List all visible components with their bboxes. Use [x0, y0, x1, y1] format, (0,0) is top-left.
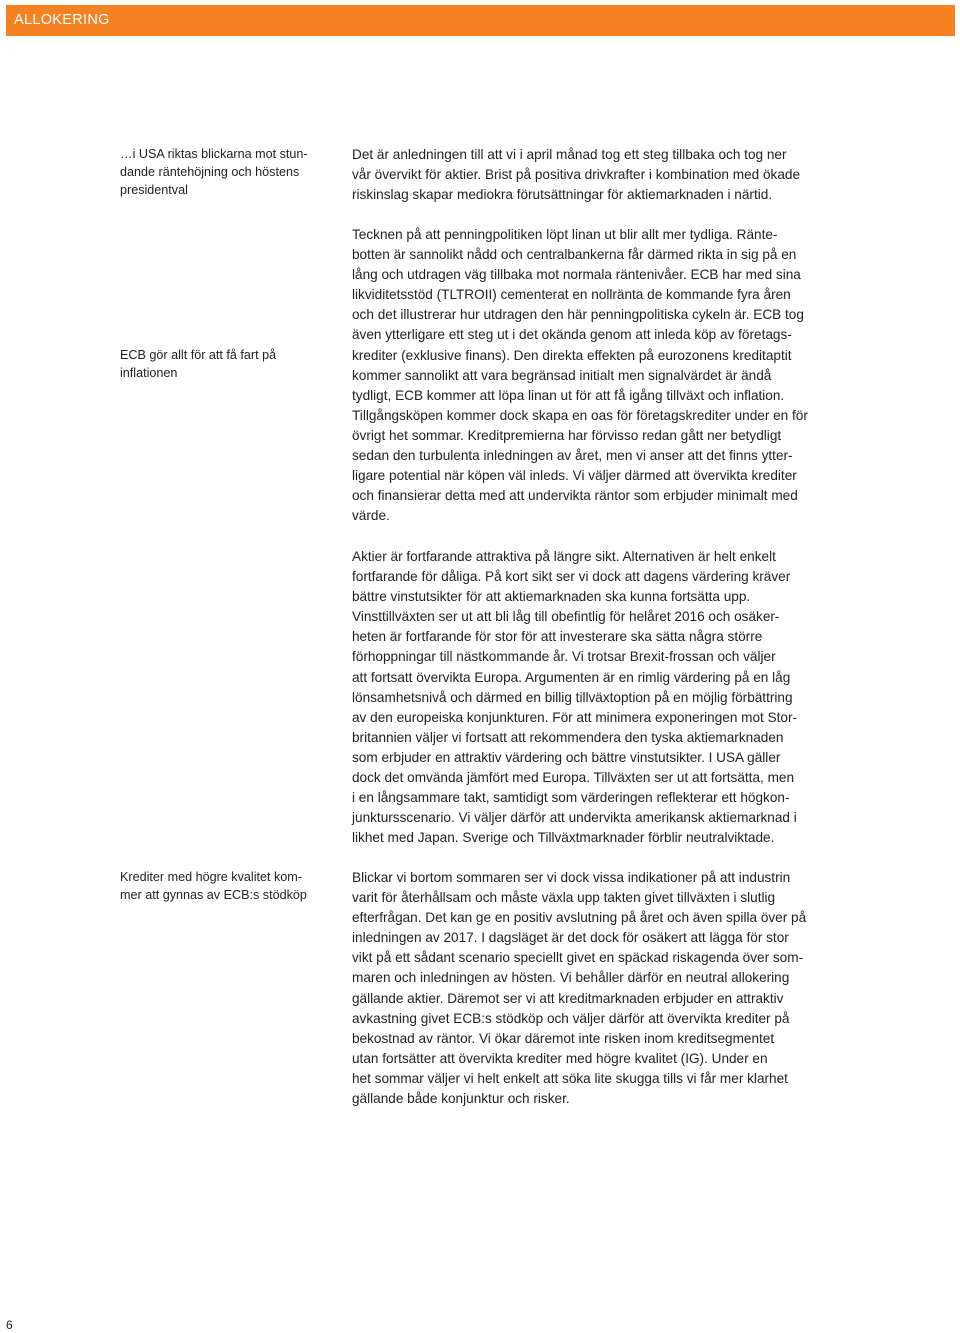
- paragraph-line: bättre vinstutsikter för att aktiemarknaden ska kunna fortsätta upp.: [352, 589, 751, 605]
- paragraph-line: lång och utdragen väg tillbaka mot normala räntenivåer. ECB har med sina: [352, 267, 801, 283]
- paragraph-line: dock det omvända jämfört med Europa. Tillväxten ser ut att fortsätta, men: [352, 770, 795, 786]
- sidebar-note-line: presidentval: [120, 183, 188, 197]
- paragraph-line: i en långsammare takt, samtidigt som värderingen reflekterar ett högkon-: [352, 790, 790, 806]
- paragraph-line: utan fortsätter att övervikta krediter med högre kvalitet (IG). Under en: [352, 1050, 768, 1066]
- paragraph-line: att fortsatt övervikta Europa. Argumenten är en rimlig värdering på en låg: [352, 669, 791, 685]
- paragraph-line: krediter (exklusive finans). Den direkta effekten på eurozonens kreditaptit: [352, 347, 792, 363]
- sidebar-note-line: Krediter med högre kvalitet kom-: [120, 870, 302, 884]
- paragraph-line: maren och inledningen av hösten. Vi behåller därför en neutral allokering: [352, 970, 790, 986]
- paragraph-line: vikt på ett sådant scenario speciellt givet en späckad riskagenda över som-: [352, 950, 804, 966]
- paragraph-line: junktursscenario. Vi väljer därför att undervikta amerikansk aktiemarknad i: [352, 810, 797, 826]
- section-title: ALLOKERING: [14, 12, 110, 28]
- section-header-bar: [6, 5, 955, 36]
- paragraph-line: Tecknen på att penningpolitiken löpt linan ut blir allt mer tydliga. Ränte-: [352, 227, 778, 242]
- sidebar-note-usa: [120, 145, 325, 199]
- paragraph-line: gällande aktier. Däremot ser vi att kreditmarknaden erbjuder en attraktiv: [352, 990, 784, 1006]
- paragraph-line: efterfrågan. Det kan ge en positiv avslutning på året och även spilla över på: [352, 910, 807, 926]
- paragraph-line: ligare potential när köpen väl inleds. Vi väljer därmed att övervikta krediter: [352, 468, 797, 484]
- paragraph-line: av den europeiska konjunkturen. För att minimera exponeringen mot Stor-: [352, 709, 798, 725]
- paragraph-line: het sommar väljer vi helt enkelt att söka lite skugga tills vi får mer klarhet: [352, 1070, 788, 1086]
- sidebar-note-line: ECB gör allt för att få fart på: [120, 348, 277, 362]
- paragraph-ecb: [352, 225, 842, 526]
- paragraph-line: likhet med Japan. Sverige och Tillväxtmarknader förblir neutralviktade.: [352, 830, 775, 846]
- paragraph-line: övrigt het sommar. Kreditpremierna har förvisso redan gått ner betydligt: [352, 427, 782, 443]
- paragraph-line: Blickar vi bortom sommaren ser vi dock vissa indikationer på att industrin: [352, 870, 791, 885]
- paragraph-line: britannien väljer vi fortsatt att rekommendera den tyska aktiemarknaden: [352, 729, 784, 745]
- paragraph-line: riskinslag skapar mediokra förutsättningar för aktiemarknaden i närtid.: [352, 187, 773, 203]
- paragraph-line: inledningen av 2017. I dagsläget är det dock för osäkert att lägga för stor: [352, 930, 789, 946]
- sidebar-note-line: inflationen: [120, 366, 178, 380]
- sidebar-note-krediter: [120, 868, 325, 904]
- paragraph-line: Aktier är fortfarande attraktiva på längre sikt. Alternativen är helt enkelt: [352, 549, 776, 564]
- paragraph-line: lönsamhetsnivå och därmed en billig tillväxtoption på en möjlig förbättring: [352, 689, 793, 705]
- paragraph-aktier: [352, 547, 842, 848]
- paragraph-line: kommer sannolikt att vara begränsad initialt men signalvärdet är ändå: [352, 367, 772, 383]
- paragraph-intro: [352, 145, 842, 205]
- paragraph-line: sedan den turbulenta inledningen av året, men vi anser att det finns ytter-: [352, 448, 793, 464]
- paragraph-line: förhoppningar till nästkommande år. Vi trotsar Brexit-frossan och väljer: [352, 649, 776, 665]
- paragraph-line: vår övervikt för aktier. Brist på positiva drivkrafter i kombination med ökade: [352, 167, 801, 183]
- paragraph-line: och finansierar detta med att undervikta räntor som erbjuder minimalt med: [352, 488, 798, 504]
- paragraph-line: fortfarande för dåliga. På kort sikt ser vi dock att dagens värdering kräver: [352, 569, 791, 585]
- paragraph-line: och det illustrerar hur utdragen den här penningpolitiska cykeln är. ECB tog: [352, 307, 804, 323]
- paragraph-line: Det är anledningen till att vi i april månad tog ett steg tillbaka och tog ner: [352, 147, 787, 162]
- page-number: 6: [6, 1318, 13, 1332]
- paragraph-line: avkastning givet ECB:s stödköp och väljer därför att övervikta krediter på: [352, 1010, 790, 1026]
- paragraph-line: varit för återhållsam och måste växla upp takten givet tillväxten i slutlig: [352, 890, 776, 906]
- paragraph-line: Tillgångsköpen kommer dock skapa en oas för företagskrediter under en för: [352, 407, 808, 423]
- paragraph-line: likviditetsstöd (TLTROII) cementerat en nollränta de kommande fyra åren: [352, 287, 791, 303]
- paragraph-line: även ytterligare ett steg ut i det okända genom att inleda köp av företags-: [352, 327, 792, 343]
- paragraph-line: Vinsttillväxten ser ut att bli låg till obefintlig för helåret 2016 och osäker-: [352, 609, 780, 625]
- sidebar-note-line: mer att gynnas av ECB:s stödköp: [120, 888, 307, 902]
- paragraph-line: värde.: [352, 508, 390, 524]
- sidebar-note-ecb: [120, 346, 325, 382]
- paragraph-line: botten är sannolikt nådd och centralbankerna får därmed rikta in sig på en: [352, 247, 797, 263]
- paragraph-line: bekostnad av räntor. Vi ökar däremot inte risken inom kreditsegmentet: [352, 1030, 775, 1046]
- sidebar-note-line: dande räntehöjning och höstens: [120, 165, 300, 179]
- paragraph-line: gällande både konjunktur och risker.: [352, 1091, 570, 1107]
- paragraph-line: som erbjuder en attraktiv värdering och bättre vinstutsikter. I USA gäller: [352, 749, 781, 765]
- paragraph-outlook: [352, 868, 842, 1109]
- paragraph-line: tydligt, ECB kommer att löpa linan ut för att få igång tillväxt och inflation.: [352, 387, 785, 403]
- paragraph-line: heten är fortfarande för stor för att investerare ska sätta några större: [352, 629, 763, 645]
- sidebar-note-line: …i USA riktas blickarna mot stun-: [120, 147, 308, 161]
